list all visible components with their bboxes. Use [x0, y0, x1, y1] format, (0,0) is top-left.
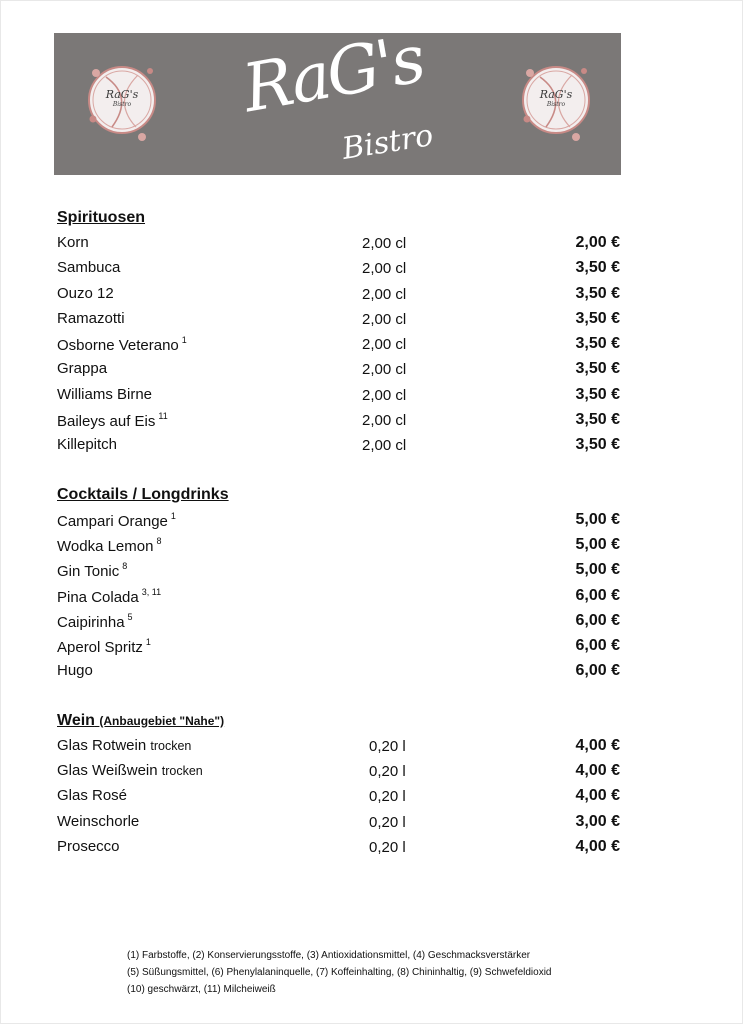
- item-name: Caipirinha $^5$: [57, 612, 133, 631]
- menu-row: [57, 259, 620, 281]
- logo: [237, 20, 440, 168]
- item-price: 3,50 €: [575, 285, 620, 302]
- menu-row: [57, 310, 620, 332]
- allergen-footnote: 8: [156, 536, 162, 546]
- menu-row: [57, 411, 620, 433]
- item-name: Weinschorle: [57, 813, 140, 830]
- item-price: 4,00 €: [575, 762, 620, 779]
- item-price: 3,50 €: [575, 335, 620, 352]
- allergen-footnote: 3, 11: [141, 587, 162, 597]
- item-price: 5,00 €: [575, 561, 620, 578]
- menu-row: [57, 737, 620, 759]
- item-quantity: 2,00 cl: [362, 311, 407, 328]
- item-quantity: 2,00 cl: [362, 412, 407, 429]
- footnote-line: (10) geschwärzt, (11) Milcheiweiß: [127, 984, 276, 995]
- item-price: 5,00 €: [575, 511, 620, 528]
- item-name: Ouzo 12: [57, 285, 114, 302]
- logo-emblem-right: [516, 57, 596, 143]
- item-name: Baileys auf Eis $^{11}$: [57, 411, 168, 430]
- allergen-footnote: 1: [170, 511, 176, 521]
- item-price: 3,50 €: [575, 386, 620, 403]
- section-heading-spirituosen: Spirituosen: [57, 209, 146, 226]
- menu-row: [57, 787, 620, 809]
- menu-row: [57, 234, 620, 256]
- emblem-right-sub: Bistro: [546, 101, 566, 108]
- item-price: 3,50 €: [575, 259, 620, 276]
- item-name: Aperol Spritz $^1$: [57, 637, 151, 656]
- item-name: Grappa: [57, 360, 108, 377]
- item-price: 3,50 €: [575, 360, 620, 377]
- item-quantity: 0,20 l: [369, 738, 406, 755]
- section-heading-cocktails: Cocktails / Longdrinks: [57, 486, 229, 503]
- menu-row: [57, 335, 620, 357]
- item-name: Campari Orange $^1$: [57, 511, 176, 530]
- item-name: Ramazotti: [57, 310, 125, 327]
- item-quantity: 2,00 cl: [362, 437, 407, 454]
- footnote-line: (1) Farbstoffe, (2) Konservierungsstoffe, (3) Antioxidationsmittel, (4) Geschmacksverstärker: [127, 950, 531, 961]
- item-name: Wodka Lemon $^8$: [57, 536, 162, 555]
- item-note: trocken: [150, 739, 192, 753]
- menu-row: [57, 587, 620, 609]
- menu-row: [57, 813, 620, 835]
- item-price: 4,00 €: [575, 787, 620, 804]
- item-price: 4,00 €: [575, 737, 620, 754]
- item-quantity: 2,00 cl: [362, 260, 407, 277]
- item-quantity: 2,00 cl: [362, 286, 407, 303]
- item-quantity: 2,00 cl: [362, 361, 407, 378]
- menu-row: [57, 285, 620, 307]
- item-name: Korn: [57, 234, 89, 251]
- item-price: 3,00 €: [575, 813, 620, 830]
- allergen-footnotes: [127, 947, 627, 998]
- item-price: 6,00 €: [575, 612, 620, 629]
- item-price: 3,50 €: [575, 310, 620, 327]
- item-quantity: 0,20 l: [369, 763, 406, 780]
- item-name: Pina Colada $^{3, 11}$: [57, 587, 162, 606]
- menu-row: [57, 511, 620, 533]
- item-name: Gin Tonic $^8$: [57, 561, 128, 580]
- menu-row: [57, 637, 620, 659]
- item-name: Prosecco: [57, 838, 120, 855]
- menu-row: [57, 762, 620, 784]
- menu-row: [57, 536, 620, 558]
- footnote-line: (5) Süßungsmittel, (6) Phenylalaninquelle, (7) Koffeinhalting, (8) Chininhaltig, (9) Schwefeldioxid: [127, 967, 552, 978]
- item-name: Glas Rosé: [57, 787, 128, 804]
- item-name: Glas Weißwein trocken: [57, 762, 203, 779]
- item-quantity: 0,20 l: [369, 839, 406, 856]
- emblem-left-name: RaG's: [105, 88, 139, 101]
- header-banner: [54, 20, 621, 175]
- menu-row: [57, 838, 620, 860]
- logo-emblem-left: [82, 57, 162, 143]
- allergen-footnote: 8: [122, 561, 128, 571]
- emblem-right-name: RaG's: [539, 88, 573, 101]
- logo-name: RaG's: [237, 20, 429, 128]
- allergen-footnote: 1: [145, 637, 151, 647]
- section-heading-wein: Wein (Anbaugebiet "Nahe"): [57, 712, 225, 729]
- item-price: 2,00 €: [575, 234, 620, 251]
- item-name: Sambuca: [57, 259, 121, 276]
- menu-row: [57, 360, 620, 382]
- menu-row: [57, 612, 620, 634]
- item-note: trocken: [161, 764, 203, 778]
- logo-subtitle: Bistro: [339, 118, 436, 167]
- menu-row: [57, 386, 620, 408]
- item-name: Glas Rotwein trocken: [57, 737, 192, 754]
- item-price: 3,50 €: [575, 411, 620, 428]
- item-quantity: 2,00 cl: [362, 235, 407, 252]
- emblem-left-sub: Bistro: [112, 101, 132, 108]
- allergen-footnote: 11: [158, 411, 168, 421]
- item-quantity: 0,20 l: [369, 814, 406, 831]
- section-heading-note: (Anbaugebiet "Nahe"): [99, 714, 225, 728]
- item-quantity: 0,20 l: [369, 788, 406, 805]
- item-name: Osborne Veterano $^1$: [57, 335, 187, 354]
- item-price: 6,00 €: [575, 587, 620, 604]
- item-price: 5,00 €: [575, 536, 620, 553]
- allergen-footnote: 1: [181, 335, 187, 345]
- item-price: 4,00 €: [575, 838, 620, 855]
- item-quantity: 2,00 cl: [362, 387, 407, 404]
- allergen-footnote: 5: [127, 612, 133, 622]
- item-name: Killepitch: [57, 436, 118, 453]
- menu-row: [57, 662, 620, 684]
- item-price: 6,00 €: [575, 662, 620, 679]
- item-name: Williams Birne: [57, 386, 153, 403]
- menu-row: [57, 561, 620, 583]
- menu-row: [57, 436, 620, 458]
- item-quantity: 2,00 cl: [362, 336, 407, 353]
- item-price: 6,00 €: [575, 637, 620, 654]
- item-name: Hugo: [57, 662, 93, 679]
- item-price: 3,50 €: [575, 436, 620, 453]
